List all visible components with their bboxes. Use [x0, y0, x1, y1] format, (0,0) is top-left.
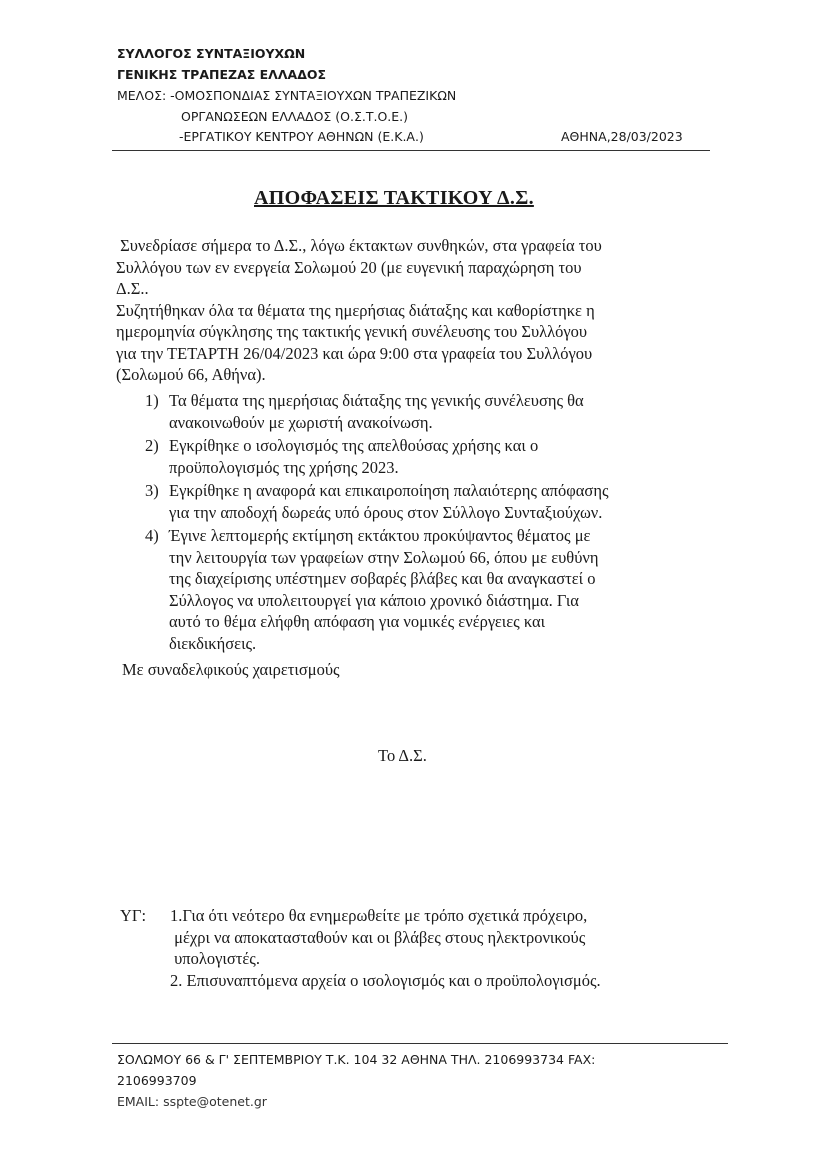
item-number: 4): [145, 526, 159, 545]
item-line: για την αποδοχή δωρεάς υπό όρους στον Σύλλογο Συνταξιούχων.: [169, 502, 603, 522]
item-number: 2): [145, 436, 159, 455]
item-line: Εγκρίθηκε η αναφορά και επικαιροποίηση παλαιότερης απόφασης: [169, 481, 609, 500]
intro-paragraph: [116, 235, 602, 386]
footer-address-line2: 2106993709: [117, 1073, 197, 1088]
footer-address-line1: ΣΟΛΩΜΟΥ 66 & Γ' ΣΕΠΤΕΜΒΡΙΟΥ Τ.Κ. 104 32 ΑΘΗΝΑ ΤΗΛ. 2106993734 FAX:: [117, 1052, 596, 1067]
intro-line: για την ΤΕΤΑΡΤΗ 26/04/2023 και ώρα 9:00 στα γραφεία του Συλλόγου: [116, 343, 593, 363]
item-line: προϋπολογισμός της χρήσης 2023.: [169, 457, 399, 477]
document-title: ΑΠΟΦΑΣΕΙΣ ΤΑΚΤΙΚΟΥ Δ.Σ.: [254, 187, 534, 209]
postscript-body: [170, 905, 601, 991]
org-name-line2: ΓΕΝΙΚΗΣ ΤΡΑΠΕΖΑΣ ΕΛΛΑΔΟΣ: [117, 67, 327, 82]
membership-line3: -ΕΡΓΑΤΙΚΟΥ ΚΕΝΤΡΟΥ ΑΘΗΝΩΝ (Ε.Κ.Α.): [179, 129, 424, 144]
place-date: ΑΘΗΝΑ,28/03/2023: [561, 129, 683, 144]
postscript-line: 1.Για ότι νεότερο θα ενημερωθείτε με τρόπο σχετικά πρόχειρο,: [170, 906, 588, 925]
item-line: Σύλλογος να υπολειτουργεί για κάποιο χρονικό διάστημα. Για: [169, 590, 579, 610]
intro-line: ημερομηνία σύγκλησης της τακτικής γενική συνέλευσης του Συλλόγου: [116, 322, 588, 341]
footer-divider: [112, 1043, 728, 1044]
item-line: αυτό το θέμα ελήφθη απόφαση για νομικές ενέργειες και: [169, 612, 546, 631]
item-line: ανακοινωθούν με χωριστή ανακοίνωση.: [169, 412, 433, 432]
intro-line: Δ.Σ..: [116, 279, 149, 298]
header-divider: [112, 150, 710, 151]
postscript-line: 2. Επισυναπτόμενα αρχεία ο ισολογισμός και ο προϋπολογισμός.: [170, 970, 601, 990]
intro-line: Συνεδρίασε σήμερα το Δ.Σ., λόγω έκτακτων συνθηκών, στα γραφεία του: [116, 236, 602, 255]
item-number: 3): [145, 481, 159, 500]
org-name-line1: ΣΥΛΛΟΓΟΣ ΣΥΝΤΑΞΙΟΥΧΩΝ: [117, 46, 306, 61]
signature: Το Δ.Σ.: [378, 746, 427, 765]
item-line: διεκδικήσεις.: [169, 633, 257, 653]
item-line: Εγκρίθηκε ο ισολογισμός της απελθούσας χρήσης και ο: [169, 436, 539, 455]
membership-line1: ΜΕΛΟΣ: -ΟΜΟΣΠΟΝΔΙΑΣ ΣΥΝΤΑΞΙΟΥΧΩΝ ΤΡΑΠΕΖΙΚΩΝ: [117, 88, 457, 103]
intro-line: Συλλόγου των εν ενεργεία Σολωμού 20 (με ευγενική παραχώρηση του: [116, 257, 582, 277]
item-line: Τα θέματα της ημερήσιας διάταξης της γενικής συνέλευσης θα: [169, 391, 584, 410]
postscript-line: μέχρι να αποκατασταθούν και οι βλάβες στους ηλεκτρονικούς: [170, 927, 586, 947]
decision-item-1: [145, 390, 584, 433]
closing-greeting: Με συναδελφικούς χαιρετισμούς: [122, 660, 340, 679]
postscript-line: υπολογιστές.: [170, 949, 260, 968]
intro-line: (Σολωμού 66, Αθήνα).: [116, 365, 266, 384]
item-number: 1): [145, 391, 159, 410]
item-line: Έγινε λεπτομερής εκτίμηση εκτάκτου προκύψαντος θέματος με: [169, 526, 591, 545]
postscript-label: ΥΓ:: [120, 906, 147, 925]
decision-item-2: [145, 435, 538, 478]
item-line: την λειτουργία των γραφείων στην Σολωμού 66, όπου με ευθύνη: [169, 547, 599, 567]
decision-item-3: [145, 480, 609, 523]
decision-item-4: [145, 525, 598, 654]
item-line: της διαχείρισης υπέστημεν σοβαρές βλάβες και θα αναγκαστεί ο: [169, 569, 596, 588]
footer-email: EMAIL: sspte@otenet.gr: [117, 1094, 267, 1109]
membership-line2: ΟΡΓΑΝΩΣΕΩΝ ΕΛΛΑΔΟΣ (Ο.Σ.Τ.Ο.Ε.): [181, 109, 409, 124]
intro-line: Συζητήθηκαν όλα τα θέματα της ημερήσιας διάταξης και καθορίστηκε η: [116, 300, 595, 320]
